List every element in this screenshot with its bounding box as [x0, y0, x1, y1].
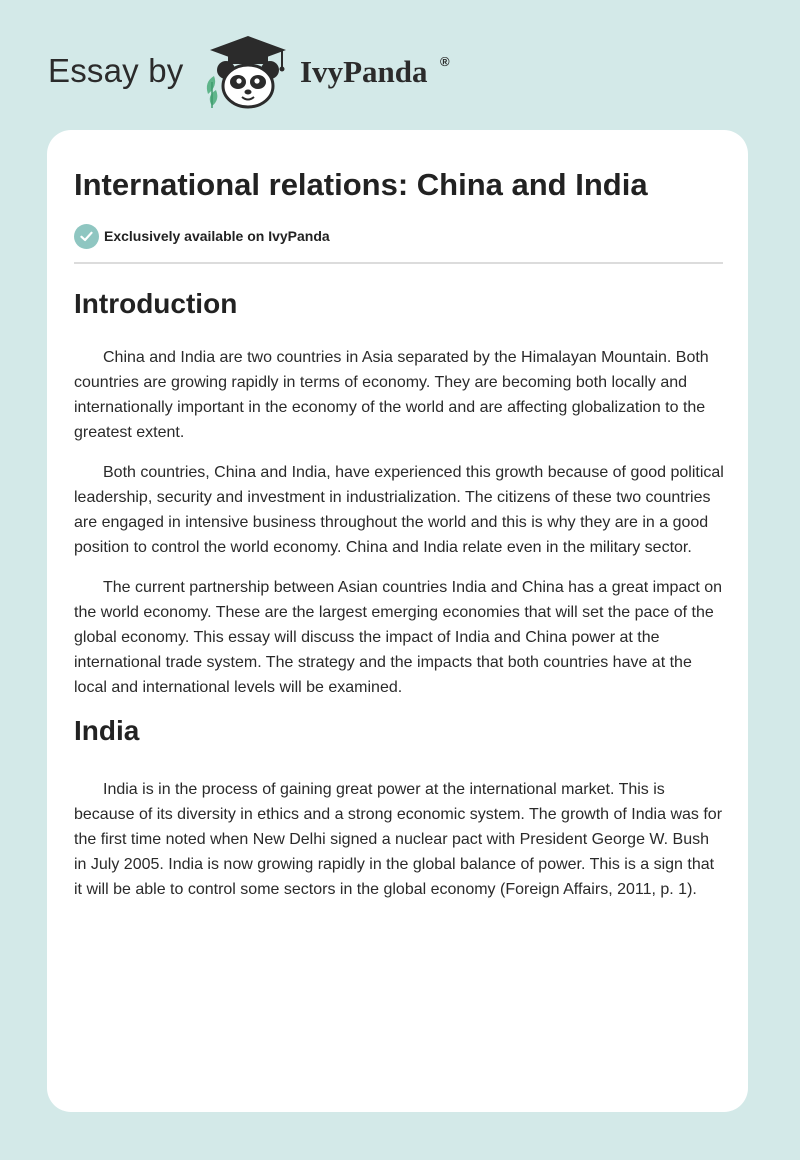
paragraph: Both countries, China and India, have experienced this growth because of good political leadership, security and investment in industrialization. The citizens of these two countries are engaged in intensive business throughout the world and this is why they are in a good position to control the world economy. China and India relate even in the military sector. [74, 464, 724, 556]
paragraph: India is in the process of gaining great power at the international market. This is because of its diversity in ethics and a strong economic system. The growth of India was for the first time noted when New Delhi signed a nuclear pact with President George W. Bush in July 2005. India is now growing rapidly in the global balance of power. This is a sign that it will be able to control some sectors in the global economy (Foreign Affairs, 2011, p. 1). [74, 781, 723, 898]
paragraph: China and India are two countries in Asia separated by the Himalayan Mountain. Both countries are growing rapidly in terms of economy. They are becoming both locally and internationally important in the economy of the world and are affecting globalization to the greatest extent. [74, 349, 709, 441]
section-heading-india: India [74, 715, 140, 746]
paragraph: The current partnership between Asian countries India and China has a great impact on the world economy. These are the largest emerging economies that will set the pace of the global economy. This essay will discuss the impact of India and China power at the international trade system. The strategy and the impacts that both countries have at the local and international levels will be examined. [74, 579, 723, 696]
brand-name[interactable]: IvyPanda [300, 54, 428, 89]
essay-by-label: Essay by [48, 52, 184, 89]
section-heading-introduction: Introduction [74, 288, 238, 319]
exclusive-badge-label: Exclusively available on IvyPanda [104, 228, 330, 244]
registered-mark: ® [440, 54, 450, 69]
exclusive-badge [74, 223, 722, 249]
check-circle-icon [74, 224, 99, 249]
site-header [48, 34, 508, 110]
title-divider [74, 262, 723, 264]
essay-title: International relations: China and India [74, 167, 648, 202]
panda-graduate-icon[interactable] [202, 34, 294, 110]
essay-card [47, 130, 748, 1112]
